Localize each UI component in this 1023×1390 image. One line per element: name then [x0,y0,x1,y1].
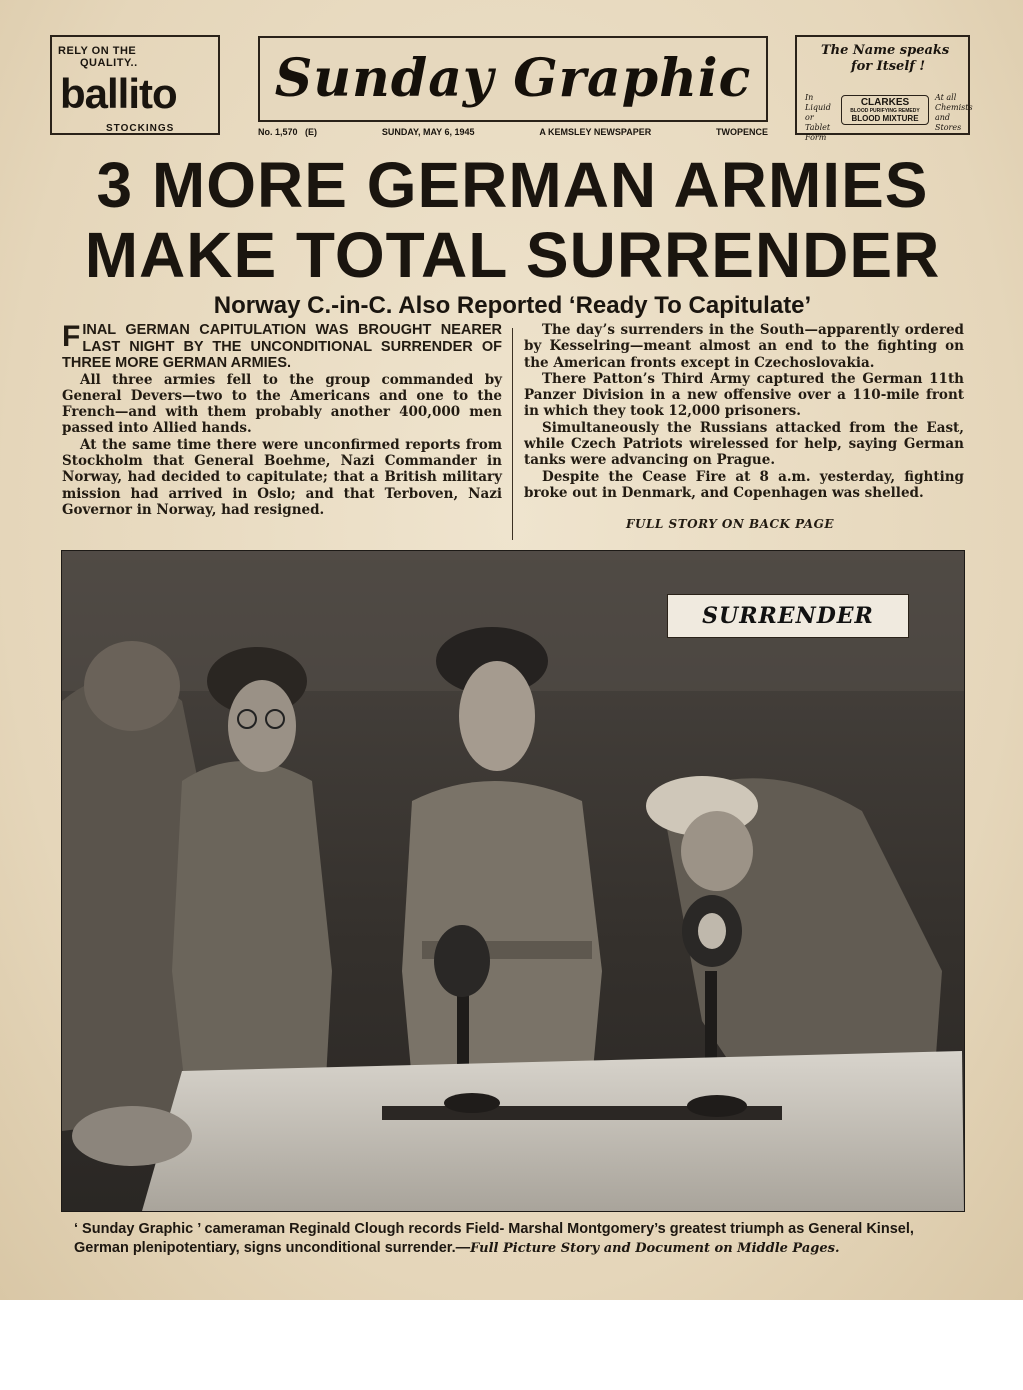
caption-italic: Full Picture Story and Document on Middle Pages. [470,1241,840,1256]
ballito-advert [50,35,220,135]
story-paragraph: The day’s surrenders in the South—apparently ordered by Kesselring—meant almost an end to the fighting on the American fronts except in Czechoslovakia. [524,322,964,371]
newspaper-title: Sunday Graphic [274,48,752,109]
issue-date: SUNDAY, MAY 6, 1945 [381,127,475,137]
story-paragraph: Simultaneously the Russians attacked from the East, while Czech Patriots wirelessed for help, saying German tanks were advancing on Prague. [524,419,964,469]
headline-line-1: 3 MORE GERMAN ARMIES [96,149,929,221]
ad-right-side: At all Chemists and Stores [935,93,973,132]
subheadline: Norway C.-in-C. Also Reported ‘Ready To Capitulate’ [213,292,812,319]
story-paragraph: All three armies fell to the group commanded by General Devers—two to the Americans and one to the French—and with them probably another 400,000 men passed into Allied hands. [62,371,502,437]
story-lead [62,322,502,372]
column-rule [512,328,513,540]
lead-text: INAL GERMAN CAPITULATION WAS BROUGHT NEARER LAST NIGHT BY THE UNCONDITIONAL SURRENDER OF THREE MORE GERMAN ARMIES. [62,322,502,371]
caption-text: ‘ Sunday Graphic ’ cameraman Reginald Clough records Field- Marshal Montgomery’s greatest triumph as General Kinsel, German plenipotentiary, signs unconditional surrender.— [74,1221,914,1256]
newspaper-flag [258,36,768,122]
bottom-margin [0,1300,1023,1390]
continued-notice: FULL STORY ON BACK PAGE [626,517,834,531]
publisher: A KEMSLEY NEWSPAPER [539,127,652,137]
headline-line-2: MAKE TOTAL SURRENDER [84,219,941,291]
ad-product: STOCKINGS [106,123,175,134]
ad-brand: ballito [60,70,177,117]
photo-illustration [62,551,964,1211]
ad-brand-box: CLARKES BLOOD PURIFYING REMEDY BLOOD MIXTURE [841,95,929,125]
story-paragraph: Despite the Cease Fire at 8 a.m. yesterday, fighting broke out in Denmark, and Copenhagen was shelled. [524,468,964,501]
story-right-column [524,322,964,501]
story-paragraph: There Patton’s Third Army captured the German 11th Panzer Division in a new offensive over a 110-mile front in which they took 12,000 prisoners. [524,370,964,420]
clarkes-advert [795,35,973,142]
issue-number: No. 1,570 (E) [258,127,318,137]
ad-left-side: In Liquid or Tablet Form [805,93,831,142]
price: TWOPENCE [715,127,768,137]
photo-caption [74,1220,964,1258]
dateline [258,127,768,137]
surrender-label: SURRENDER [667,594,909,638]
ad-tagline: The Name speaks for Itself ! [821,43,950,74]
ad-tagline: RELY ON THE QUALITY.. [58,45,138,69]
story-paragraph: At the same time there were unconfirmed reports from Stockholm that General Boehme, Nazi Commander in Norway, had decided to capitulate; that a British military mission had arrived in Oslo; and that Terboven, Nazi Governor in Norway, had resigned. [62,436,502,518]
surrender-photograph [61,550,965,1212]
story-left-column [62,322,502,518]
drop-cap: F [62,320,81,353]
